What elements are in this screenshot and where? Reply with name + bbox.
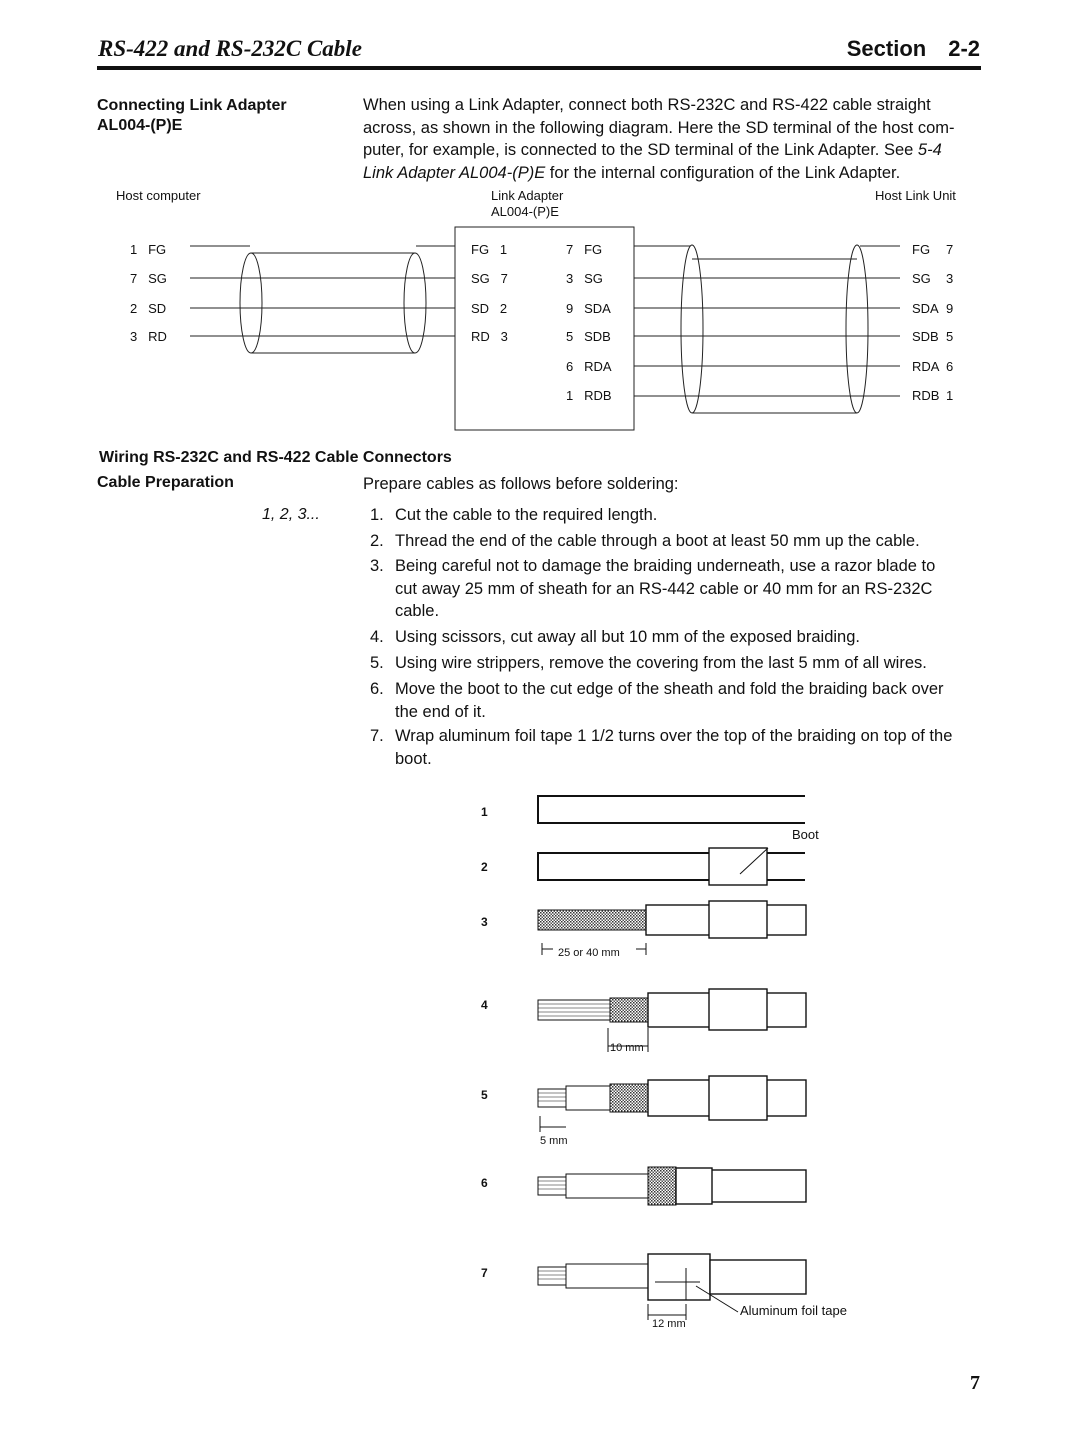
adapter-right-pin-6: 1 RDB [566,388,612,403]
shield-right-near [681,245,703,413]
dim-5-label: 5 mm [540,1135,568,1147]
figure-step-5-cable [538,1076,806,1132]
unit-pin-3: SDA 9 [912,301,954,316]
section-number: 2-2 [948,36,980,61]
figure-step-label-5: 5 [481,1088,488,1102]
connecting-heading-line1: Connecting Link Adapter [97,97,287,114]
step-1: 1. Cut the cable to the required length. [370,506,658,524]
cross-ref-section: 5-4 [917,141,942,159]
page-header-title: RS-422 and RS-232C Cable [98,36,362,61]
shield-left-far [404,253,426,353]
page-number: 7 [970,1372,980,1394]
figure-step-6-cable [538,1167,806,1205]
host-pin-4: 3 RD [130,329,167,344]
adapter-right-pin-4: 5 SDB [566,329,611,344]
host-pin-2: 7 SG [130,271,167,286]
figure-step-4-cable [538,989,806,1052]
adapter-right-pin-1: 7 FG [566,242,603,257]
section-word: Section [846,36,927,61]
dim-10-label: 10 mm [610,1042,644,1054]
figure-step-2-cable [538,848,805,885]
unit-pin-4: SDB 5 [912,329,954,344]
cable-preparation-figure [0,780,1080,1340]
adapter-right-pin-5: 6 RDA [566,359,612,374]
figure-step-label-3: 3 [481,915,488,929]
connecting-paragraph [363,94,985,184]
adapter-left-pin-3: SD 2 [471,301,508,316]
aluminum-foil-label: Aluminum foil tape [740,1303,847,1318]
figure-step-label-1: 1 [481,805,488,819]
step-2: 2. Thread the end of the cable through a boot at least 50 mm up the cable. [370,532,920,550]
adapter-left-pin-4: RD 3 [471,329,508,344]
host-pin-1: 1 FG [130,242,167,257]
connecting-heading-line2: AL004-(P)E [97,117,183,134]
shield-left-near [240,253,262,353]
host-computer-label: Host computer [116,188,201,203]
step-6: 6. Move the boot to the cut edge of the sheath and fold the braiding back over the end of it. [370,680,944,721]
unit-pin-5: RDA 6 [912,359,954,374]
page-header-section [847,36,980,62]
connecting-para-line2: across, as shown in the following diagram. Here the SD terminal of the host com- [363,118,955,137]
step-marker: 1, 2, 3... [262,506,320,523]
dim-12-label: 12 mm [652,1318,686,1330]
adapter-left-pin-1: FG 1 [471,242,508,257]
boot-label: Boot [792,827,819,842]
connecting-para-line3 [363,139,985,162]
adapter-right-pin-2: 3 SG [566,271,603,286]
step-5: 5. Using wire strippers, remove the covering from the last 5 mm of all wires. [370,654,927,672]
figure-step-label-7: 7 [481,1266,488,1280]
cross-ref-title: Link Adapter AL004-(P)E [363,163,546,182]
cable-preparation-intro: Prepare cables as follows before soldering: [363,475,679,493]
shield-right-far [846,245,868,413]
step-7: 7. Wrap aluminum foil tape 1 1/2 turns over the top of the braiding on top of the boot. [370,727,953,768]
cable-preparation-heading: Cable Preparation [97,474,234,491]
figure-step-1-cable [538,796,805,823]
connecting-para-line4-text: for the internal configuration of the Link Adapter. [545,163,901,182]
host-pin-3: 2 SD [130,301,167,316]
dim-25-40-label: 25 or 40 mm [558,947,620,959]
link-adapter-label-line1: Link Adapter [491,188,564,203]
adapter-left-pin-2: SG 7 [471,271,508,286]
figure-step-label-2: 2 [481,860,488,874]
wiring-heading: Wiring RS-232C and RS-422 Cable Connectors [99,449,452,466]
unit-pin-2: SG 3 [912,271,954,286]
adapter-right-pin-3: 9 SDA [566,301,611,316]
step-3: 3. Being careful not to damage the braiding underneath, use a razor blade to cut away 25 mm of sheath for an RS-442 cable or 40 mm for an RS-232C cable. [370,557,936,620]
header-rule [97,66,981,70]
figure-step-label-4: 4 [481,998,488,1012]
host-link-unit-label: Host Link Unit [875,188,956,203]
unit-pin-6: RDB 1 [912,388,954,403]
step-4: 4. Using scissors, cut away all but 10 mm of the exposed braiding. [370,628,860,646]
connecting-para-line3-text: puter, for example, is connected to the SD terminal of the Link Adapter. See [363,141,918,159]
link-adapter-label-line2: AL004-(P)E [491,204,559,219]
link-adapter-label [491,188,563,220]
connecting-heading [97,96,287,136]
connecting-para-line1: When using a Link Adapter, connect both RS-232C and RS-422 cable straight [363,96,931,114]
connecting-para-line4 [363,162,985,185]
figure-step-label-6: 6 [481,1176,488,1190]
unit-pin-1: FG 7 [912,242,954,257]
